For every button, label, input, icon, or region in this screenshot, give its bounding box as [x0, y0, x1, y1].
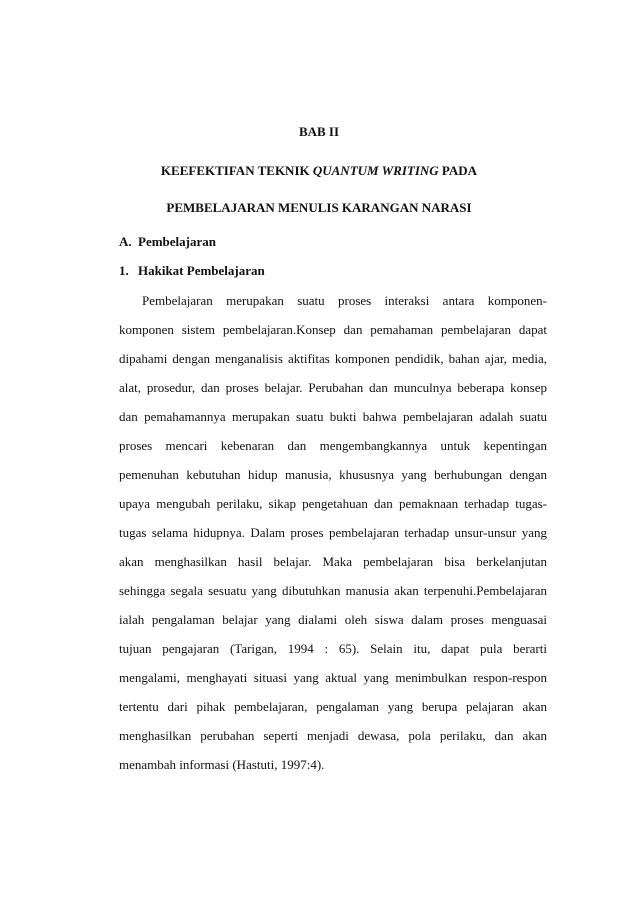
paragraph-line: dan pemahamannya merupakan suatu bukti bahwa pembelajaran adalah suatu — [119, 409, 547, 424]
section-label: Pembelajaran — [138, 234, 216, 249]
paragraph-line: menghasilkan perubahan seperti menjadi dewasa, pola perilaku, dan akan — [119, 728, 547, 743]
paragraph-line: menambah informasi (Hastuti, 1997:4). — [119, 757, 325, 772]
paragraph-line: tujuan pengajaran (Tarigan, 1994 : 65). Selain itu, dapat pula berarti — [119, 641, 547, 656]
paragraph-line: tertentu dari pihak pembelajaran, pengalaman yang berupa pelajaran akan — [119, 699, 547, 714]
chapter-title-line-2: PEMBELAJARAN MENULIS KARANGAN NARASI — [166, 200, 472, 215]
chapter-title-text: KEEFEKTIFAN TEKNIK — [160, 163, 313, 178]
section-marker: A. — [119, 234, 132, 249]
paragraph-line: tugas selama hidupnya. Dalam proses pembelajaran terhadap unsur-unsur yang — [119, 525, 547, 540]
chapter-title-line-1 — [0, 163, 638, 179]
paragraph-line: ialah pengalaman belajar yang dialami oleh siswa dalam proses menguasai — [119, 612, 547, 627]
chapter-heading: BAB II — [298, 124, 340, 139]
paragraph-line: dipahami dengan menganalisis aktifitas komponen pendidik, bahan ajar, media, — [119, 351, 547, 366]
chapter-title-suffix: PADA — [438, 163, 478, 178]
paragraph-line: Pembelajaran merupakan suatu proses interaksi antara komponen- — [142, 293, 547, 308]
section-heading — [119, 234, 216, 250]
paragraph-line: upaya mengubah perilaku, sikap pengetahuan dan pemaknaan terhadap tugas- — [119, 496, 547, 511]
subsection-marker: 1. — [119, 263, 129, 278]
paragraph-line: mengalami, menghayati situasi yang aktual yang menimbulkan respon-respon — [119, 670, 547, 685]
paragraph-line: proses mencari kebenaran dan mengembangkannya untuk kepentingan — [119, 438, 547, 453]
paragraph-line: komponen sistem pembelajaran.Konsep dan pemahaman pembelajaran dapat — [119, 322, 547, 337]
subsection-label: Hakikat Pembelajaran — [138, 263, 265, 278]
paragraph-line: alat, prosedur, dan proses belajar. Perubahan dan munculnya beberapa konsep — [119, 380, 547, 395]
paragraph-line: sehingga segala sesuatu yang dibutuhkan manusia akan terpenuhi.Pembelajaran — [119, 583, 547, 598]
chapter-title-italic: QUANTUM WRITING — [312, 163, 439, 178]
paragraph-line: akan menghasilkan hasil belajar. Maka pembelajaran bisa berkelanjutan — [119, 554, 547, 569]
paragraph-line: pemenuhan kebutuhan hidup manusia, khususnya yang berhubungan dengan — [119, 467, 547, 482]
subsection-heading — [119, 263, 265, 279]
